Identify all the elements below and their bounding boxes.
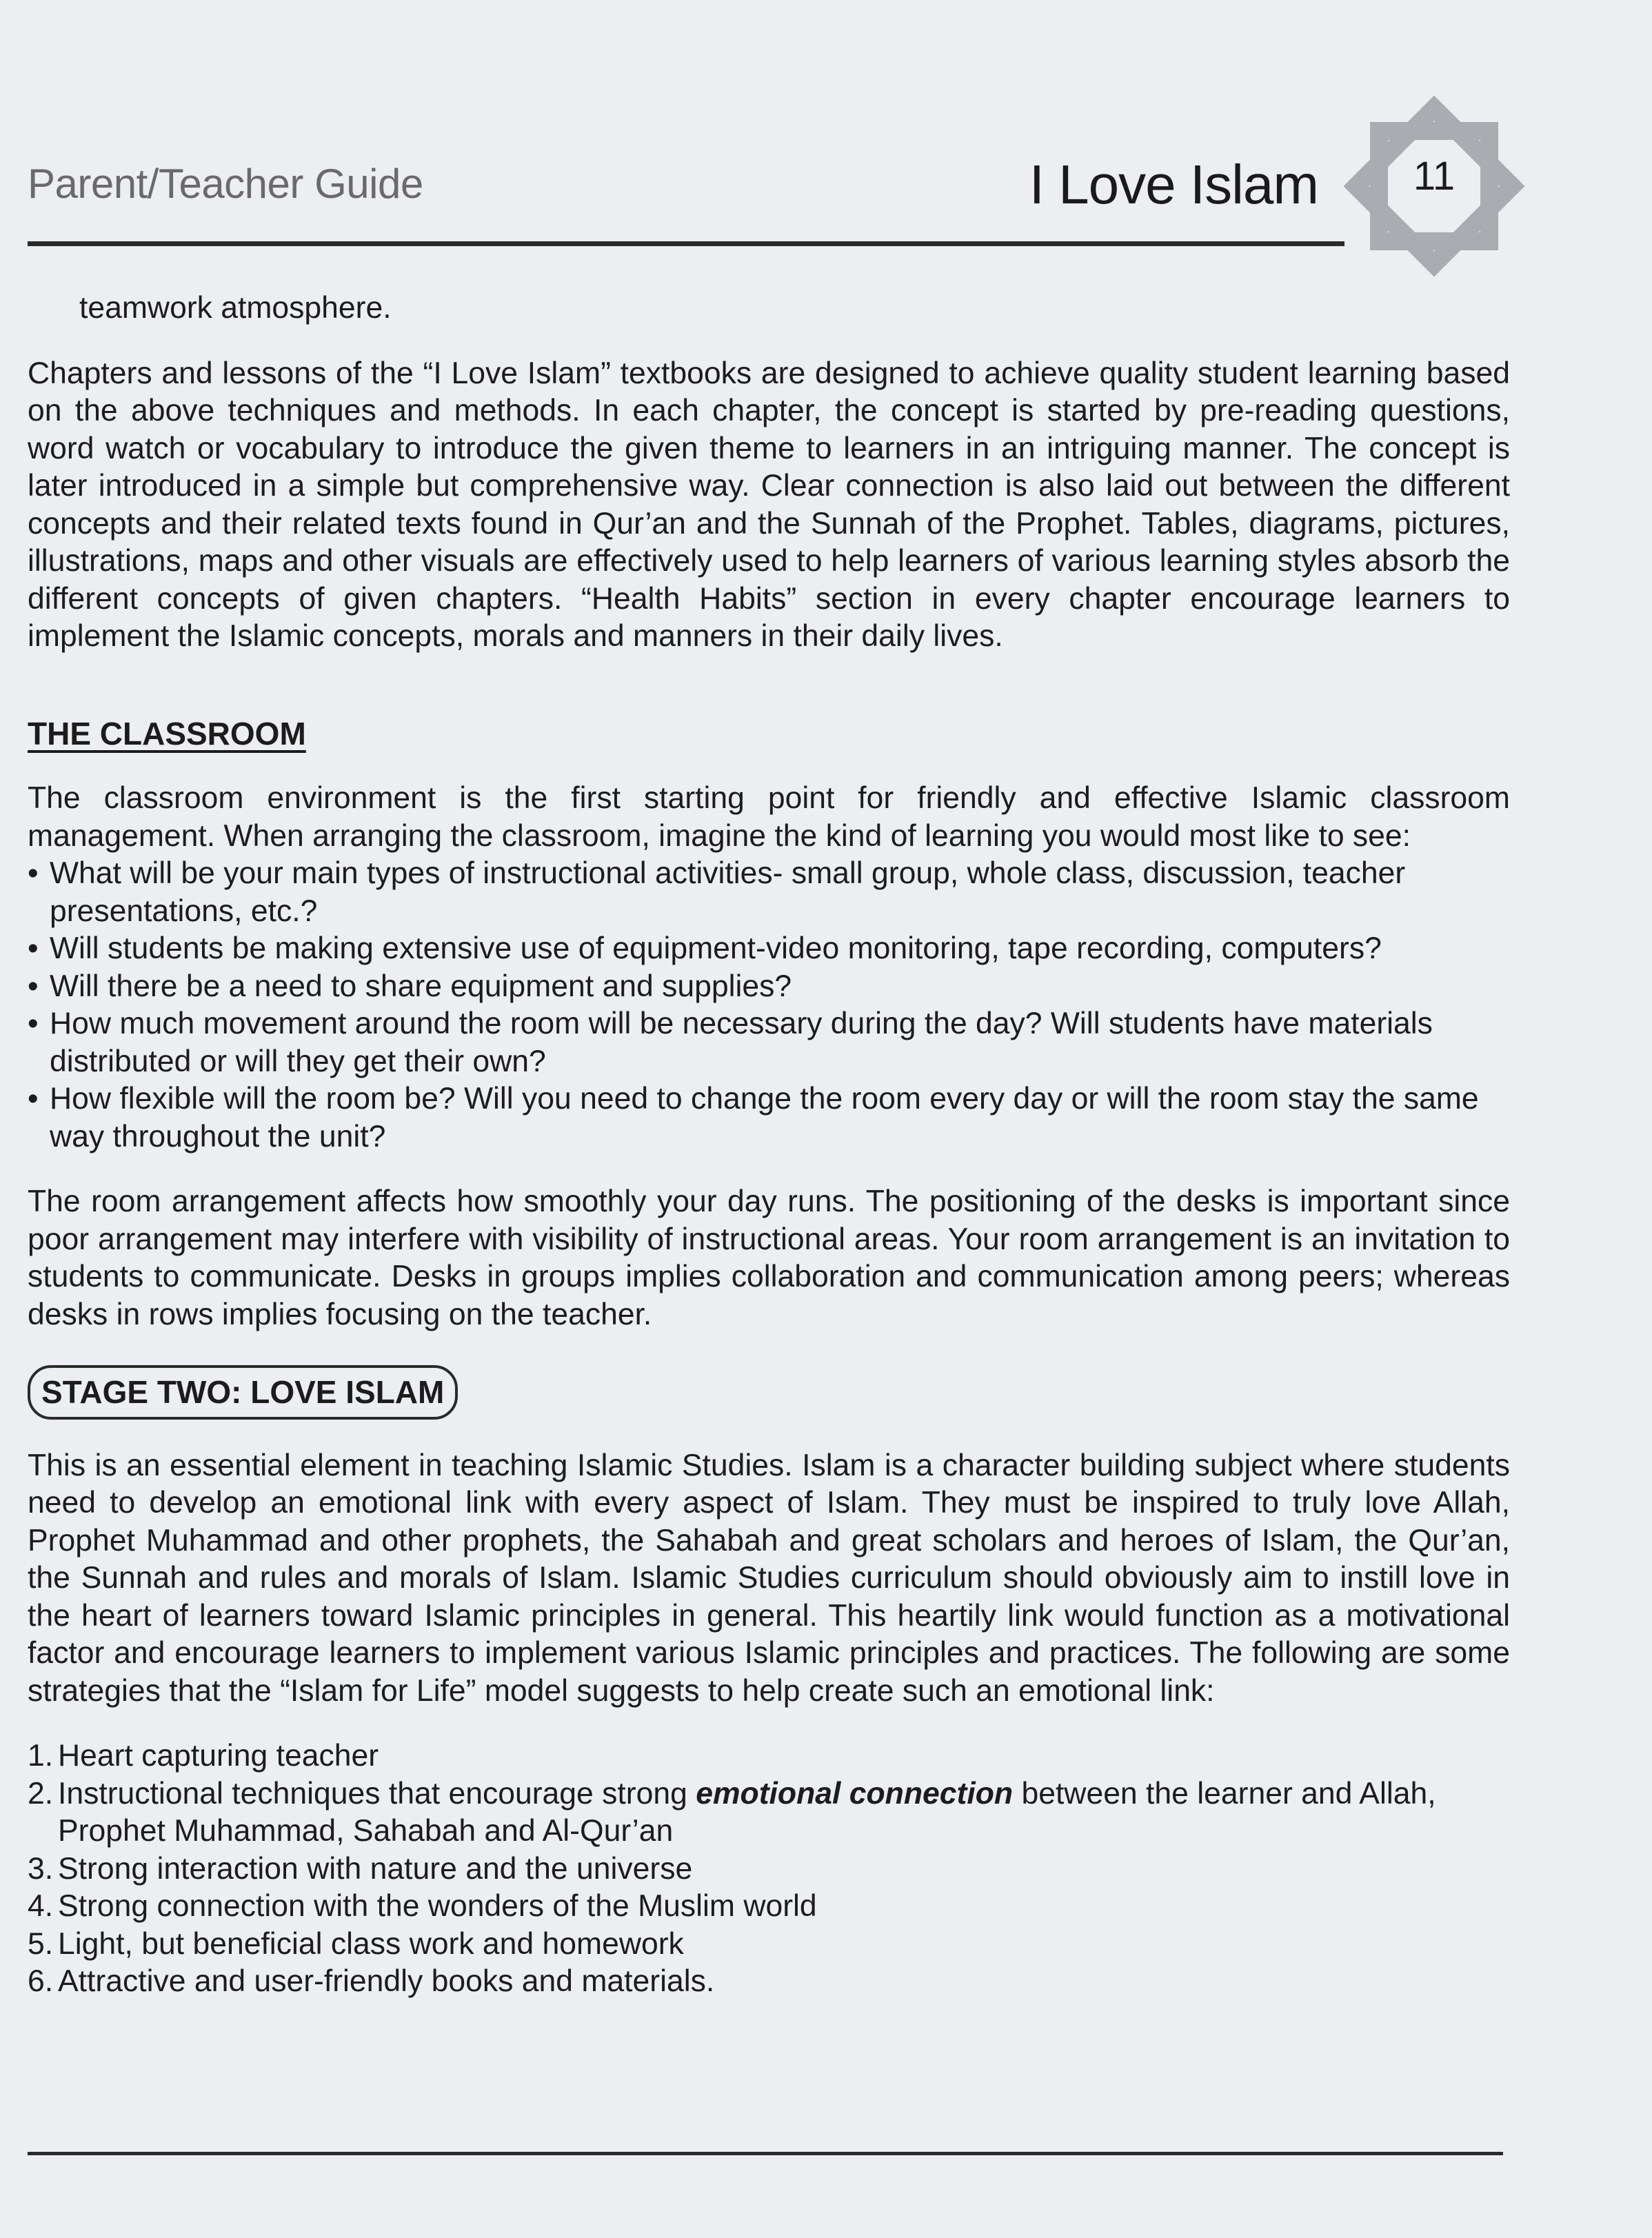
strategy-list xyxy=(28,1737,1510,2001)
item-text: Light, but beneficial class work and homework xyxy=(58,1926,684,1961)
item-number: 1. xyxy=(28,1739,54,1773)
classroom-questions xyxy=(28,855,1510,1156)
stage-two-paragraph: This is an essential element in teaching Islamic Studies. Islam is a character building subject where students need to develop an emotional link with every aspect of Islam. They must be inspired to truly love Allah, Prophet Muhammad and other prophets, the Sahabah and great scholars and heroes of Islam, the Qur’an, the Sunnah and rules and morals of Islam. Islamic Studies curriculum should obviously aim to instill love in the heart of learners toward Islamic principles in general. This heartily link would function as a motivational factor and encourage learners to implement various Islamic principles and practices. The following are some strategies that the “Islam for Life” model suggests to help create such an emotional link: xyxy=(28,1448,1510,1708)
footer-rule xyxy=(28,2152,1503,2155)
list-item xyxy=(28,1888,1510,1926)
item-text: between the learner and Allah, Prophet Muhammad, Sahabah and Al-Qur’an xyxy=(58,1776,1436,1848)
page-content xyxy=(28,290,1510,2001)
intro-paragraph: Chapters and lessons of the “I Love Islam” textbooks are designed to achieve quality student learning based on the above techniques and methods. In each chapter, the concept is started by pre-reading questions, word watch or vocabulary to introduce the given theme to learners in an intriguing manner. The concept is later introduced in a simple but comprehensive way. Clear connection is also laid out between the different concepts and their related texts found in Qur’an and the Sunnah of the Prophet. Tables, diagrams, pictures, illustrations, maps and other visuals are effectively used to help learners of various learning styles absorb the different concepts of given chapters. “Health Habits” section in every chapter encourage learners to implement the Islamic concepts, morals and manners in their daily lives. xyxy=(28,356,1510,653)
page-number: 11 xyxy=(1413,154,1455,199)
item-text: Strong interaction with nature and the universe xyxy=(58,1851,693,1886)
list-item: • How much movement around the room will be necessary during the day? Will students have materials distributed or will they get their own? xyxy=(28,1005,1510,1080)
list-item xyxy=(28,1851,1510,1888)
item-text: Heart capturing teacher xyxy=(58,1739,379,1773)
list-item: • How flexible will the room be? Will you need to change the room every day or will the room stay the same way throughout the unit? xyxy=(28,1080,1510,1156)
guide-title: Parent/Teacher Guide xyxy=(28,161,423,207)
item-number: 4. xyxy=(28,1889,54,1923)
list-item xyxy=(28,1775,1510,1851)
list-item xyxy=(28,1963,1510,2001)
header-rule xyxy=(28,241,1344,246)
item-number: 2. xyxy=(28,1776,54,1811)
item-number: 6. xyxy=(28,1964,54,1998)
item-number: 3. xyxy=(28,1851,54,1886)
item-emphasis: emotional connection xyxy=(696,1776,1014,1811)
stage-two-heading: STAGE TWO: LOVE ISLAM xyxy=(28,1365,458,1420)
classroom-heading: THE CLASSROOM xyxy=(28,715,306,752)
book-title: I Love Islam xyxy=(1029,154,1318,215)
intro-lead: teamwork atmosphere. xyxy=(79,291,392,325)
item-text: Strong connection with the wonders of the Muslim world xyxy=(58,1889,817,1923)
list-item: • Will students be making extensive use of equipment-video monitoring, tape recording, computers? xyxy=(28,930,1510,968)
item-number: 5. xyxy=(28,1926,54,1961)
list-item: • What will be your main types of instructional activities- small group, whole class, discussion, teacher presentations, etc.? xyxy=(28,855,1510,930)
list-item xyxy=(28,1926,1510,1964)
list-item: • Will there be a need to share equipment and supplies? xyxy=(28,968,1510,1006)
classroom-closing: The room arrangement affects how smoothly your day runs. The positioning of the desks is important since poor arrangement may interfere with visibility of instructional areas. Your room arrangement is an invitation to students to communicate. Desks in groups implies collaboration and communication among peers; whereas desks in rows implies focusing on the teacher. xyxy=(28,1184,1510,1331)
item-text: Attractive and user-friendly books and materials. xyxy=(58,1964,715,1998)
item-text: Instructional techniques that encourage strong xyxy=(58,1776,696,1811)
list-item xyxy=(28,1737,1510,1775)
classroom-intro: The classroom environment is the first starting point for friendly and effective Islamic classroom management. When arranging the classroom, imagine the kind of learning you would most like to see: xyxy=(28,781,1510,853)
